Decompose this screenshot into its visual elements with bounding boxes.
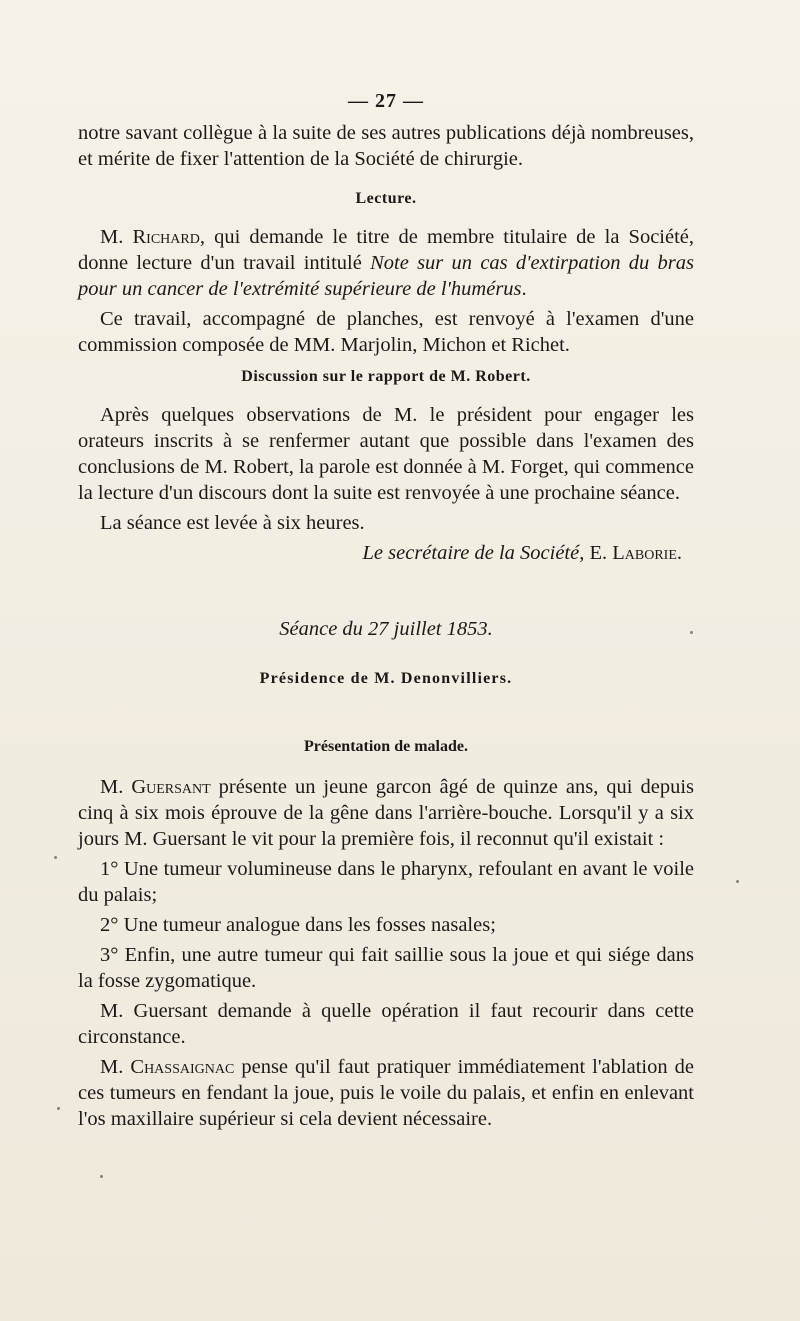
lecture-para1-end: . [521, 278, 527, 300]
section-heading-presentation: Présentation de malade. [304, 738, 468, 755]
presentation-para1-text: présente un jeune garcon âgé de quinze ans, qui depuis cinq à six mois éprouve de la gêne dans l'arrière-bouche. Lorsqu'il y a six jours M. Guersant le vit pour la première fois, il reconnut qu'il existait : [78, 776, 694, 850]
signature-separator: , [579, 542, 590, 564]
lecture-paragraph-2: Ce travail, accompagné de planches, est renvoyé à l'examen d'une commission composée de MM. Marjolin, Michon et Richet. [78, 308, 694, 356]
presentation-para3-start: M. [100, 1056, 131, 1078]
presidence-line: Présidence de M. Denonvilliers. [259, 670, 513, 687]
presentation-item-1: 1° Une tumeur volumineuse dans le pharynx, refoulant en avant le voile du palais; [78, 858, 694, 906]
intro-paragraph: notre savant collègue à la suite de ses autres publications déjà nombreuses, et mérite de fixer l'attention de la Société de chirurgie. [78, 122, 694, 170]
lecture-work-title: Note sur un cas d'extirpation du bras pour un cancer de l'extrémité supérieure de l'humérus [78, 252, 694, 300]
section-heading-discussion: Discussion sur le rapport de M. Robert. [241, 368, 531, 385]
ink-speck [690, 631, 693, 634]
lecture-para1-start: M. [100, 226, 133, 248]
presentation-para1-start: M. [100, 776, 132, 798]
seance-title: Séance du 27 juillet 1853. [279, 618, 493, 640]
presentation-paragraph-3 [78, 1054, 694, 1132]
name-guersant: Guersant [131, 776, 211, 798]
presentation-item-3: 3° Enfin, une autre tumeur qui fait saillie sous la joue et qui siége dans la fosse zygomatique. [78, 944, 694, 992]
presentation-paragraph-1 [78, 774, 694, 852]
presentation-paragraph-2: M. Guersant demande à quelle opération il faut recourir dans cette circonstance. [78, 1000, 694, 1048]
discussion-paragraph-1: Après quelques observations de M. le président pour engager les orateurs inscrits à se renfermer autant que possible dans l'examen des conclusions de M. Robert, la parole est donnée à M. Forget, qui commence la lecture d'un discours dont la suite est renvoyée à une prochaine séance. [78, 404, 694, 504]
signature-label: Le secrétaire de la Société [362, 542, 580, 564]
ink-speck [57, 1107, 60, 1110]
name-chassaignac: Chassaignac [130, 1056, 235, 1078]
signature-name: E. Laborie. [589, 542, 682, 564]
page-text-block [78, 88, 694, 1136]
presentation-para3-text: pense qu'il faut pratiquer immédiatement l'ablation de ces tumeurs en fendant la joue, puis le voile du palais, et enfin en enlevant l'os maxillaire supérieur si cela devient nécessaire. [78, 1056, 694, 1130]
section-heading-lecture: Lecture. [355, 190, 417, 207]
lecture-paragraph-1 [78, 224, 694, 302]
lecture-para1-middle: , qui demande le titre de membre titulaire de la Société, donne lecture d'un travail intitulé [78, 226, 695, 274]
name-richard: Richard [132, 226, 200, 248]
page-number: — 27 — [348, 90, 424, 112]
discussion-paragraph-2: La séance est levée à six heures. [100, 512, 365, 534]
secretary-signature [78, 540, 694, 566]
ink-speck [54, 856, 57, 859]
presentation-item-2: 2° Une tumeur analogue dans les fosses nasales; [100, 914, 496, 936]
ink-speck [100, 1175, 103, 1178]
ink-speck [736, 880, 739, 883]
